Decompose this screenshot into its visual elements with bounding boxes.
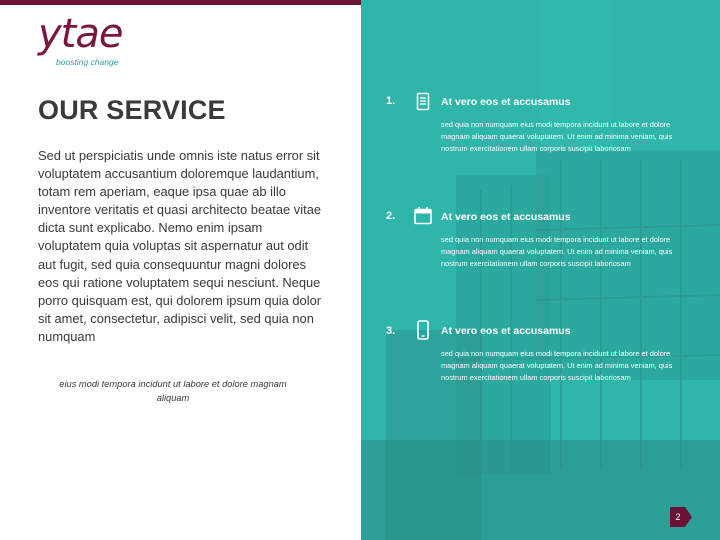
caption-text: eius modi tempora incidunt ut labore et dolore magnam aliquam [59, 379, 287, 403]
service-heading-2: At vero eos et accusamus [441, 211, 571, 223]
brand-logo [38, 12, 158, 72]
document-icon [413, 92, 433, 112]
service-heading-3: At vero eos et accusamus [441, 325, 571, 337]
page-number: 2 [675, 512, 681, 522]
page-title: OUR SERVICE [38, 95, 226, 125]
logo-wordmark: ytae [38, 11, 123, 57]
service-description-2: sed quia non numquam eius modi tempora incidunt ut labore et dolore magnam aliquam quaerat voluptatem. Ut enim ad minima veniam, quis nostrum exercitationem ullam corporis suscipit laboriosam [441, 235, 673, 268]
service-description-1: sed quia non numquam eius modi tempora incidunt ut labore et dolore magnam aliquam quaerat voluptatem. Ut enim ad minima veniam, quis nostrum exercitationem ullam corporis suscipit laboriosam [441, 120, 673, 153]
service-number-3: 3. [386, 325, 396, 337]
top-accent-bar [0, 0, 361, 5]
body-paragraph: Sed ut perspiciatis unde omnis iste natus error sit voluptatem accusantium doloremque laudantium, totam rem aperiam, eaque ipsa quae ab illo inventore veritatis et quasi architecto beatae vitae dicta sunt explicabo. Nemo enim ipsam voluptatem quia voluptas sit aspernatur aut odit aut fugit, sed quia consequuntur magni dolores eos qui ratione voluptatem sequi nesciunt. Neque porro quisquam est, qui dolorem ipsum quia dolor sit amet, consectetur, adipisci velit, sed quia non numquam [38, 148, 322, 344]
smartphone-icon [413, 320, 433, 340]
service-number-2: 2. [386, 210, 396, 222]
logo-tagline: boosting change [56, 57, 119, 67]
service-number-1: 1. [386, 95, 396, 107]
building-photo-background [361, 0, 720, 540]
service-panel [361, 0, 720, 540]
calendar-icon [413, 206, 433, 226]
service-description-3: sed quia non numquam eius modi tempora incidunt ut labore et dolore magnam aliquam quaerat voluptatem. Ut enim ad minima veniam, quis nostrum exercitationem ullam corporis suscipit laboriosam [441, 349, 673, 382]
service-heading-1: At vero eos et accusamus [441, 96, 571, 108]
